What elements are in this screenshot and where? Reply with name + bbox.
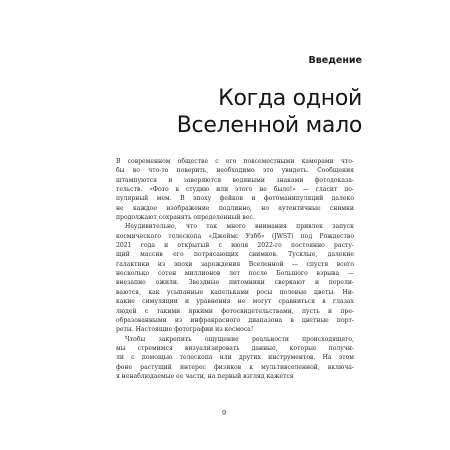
text-line: штампуются и заверяются водяными знаками фотодоказа- (116, 176, 354, 184)
text-line: ли с помощью телескопа или других инструментов. На этом (116, 354, 354, 362)
text-line: внезапно ожили. Звездные питомники сверкают и перели- (116, 279, 354, 287)
body-text (116, 157, 354, 381)
text-line: щий массив его потрясающих снимков. Тусклые, далекие (116, 251, 354, 259)
text-line: несколько сотен миллионов лет после Большого взрыва — (116, 270, 354, 278)
paragraph (116, 222, 354, 334)
paragraph (116, 157, 354, 222)
text-line: какие симуляции и уравнения не могут сравниться в глазах (116, 298, 354, 306)
chapter-title-line-2: Вселенной мало (176, 113, 362, 138)
text-line: мы стремимся визуализировать данные, которые получи- (116, 344, 354, 352)
text-line: образованными из инфракрасного диапазона в цветные порт- (116, 316, 354, 324)
text-line: бы во что-то поверить, необходимо это увидеть. Сообщения (116, 167, 354, 175)
chapter-title-line-1: Когда одной (218, 86, 362, 111)
text-line: галактики из эпохи зарождения Вселенной — спустя всего (116, 260, 354, 268)
text-line: космического телескопа «Джеймс Уэбб» (JWST) под Рождество (116, 232, 354, 240)
section-label: Введение (308, 55, 362, 66)
text-line: Неудивительно, что так много внимания привлек запуск (125, 223, 354, 231)
text-line: В современном обществе с его повсеместными камерами что- (116, 158, 354, 165)
page-number: 9 (222, 409, 227, 417)
text-line: пулярный мем. В эпоху фейков и фотоманипуляций далеко (116, 195, 354, 203)
text-line: фоне растущий интерес физиков к мультивселенной, включа- (116, 363, 354, 371)
paragraph (116, 335, 354, 382)
text-line: я ненаблюдаемые ее части, на первый взгляд кажется (116, 372, 294, 380)
text-line: Чтобы закрепить ощущение реальности происходящего, (125, 335, 354, 343)
text-line: не каждое изображение подлинно, но аутентичные снимки (116, 204, 354, 212)
text-line: ваются, как усыпанные капельками росы полевые цветы. Ни- (116, 288, 354, 296)
text-line: 2021 года и открытый с июля 2022-го постоянно расту- (116, 242, 354, 250)
text-line: тельств. «Фото в студию или этого не было!» — гласит по- (116, 186, 354, 194)
chapter-title (102, 85, 362, 139)
text-line: реты. Настоящие фотографии из космоса! (116, 326, 254, 334)
text-line: продолжают сохранять определенный вес. (116, 214, 255, 222)
text-line: людей с такими яркими фотосвидетельствами, пусть и пре- (116, 307, 354, 315)
